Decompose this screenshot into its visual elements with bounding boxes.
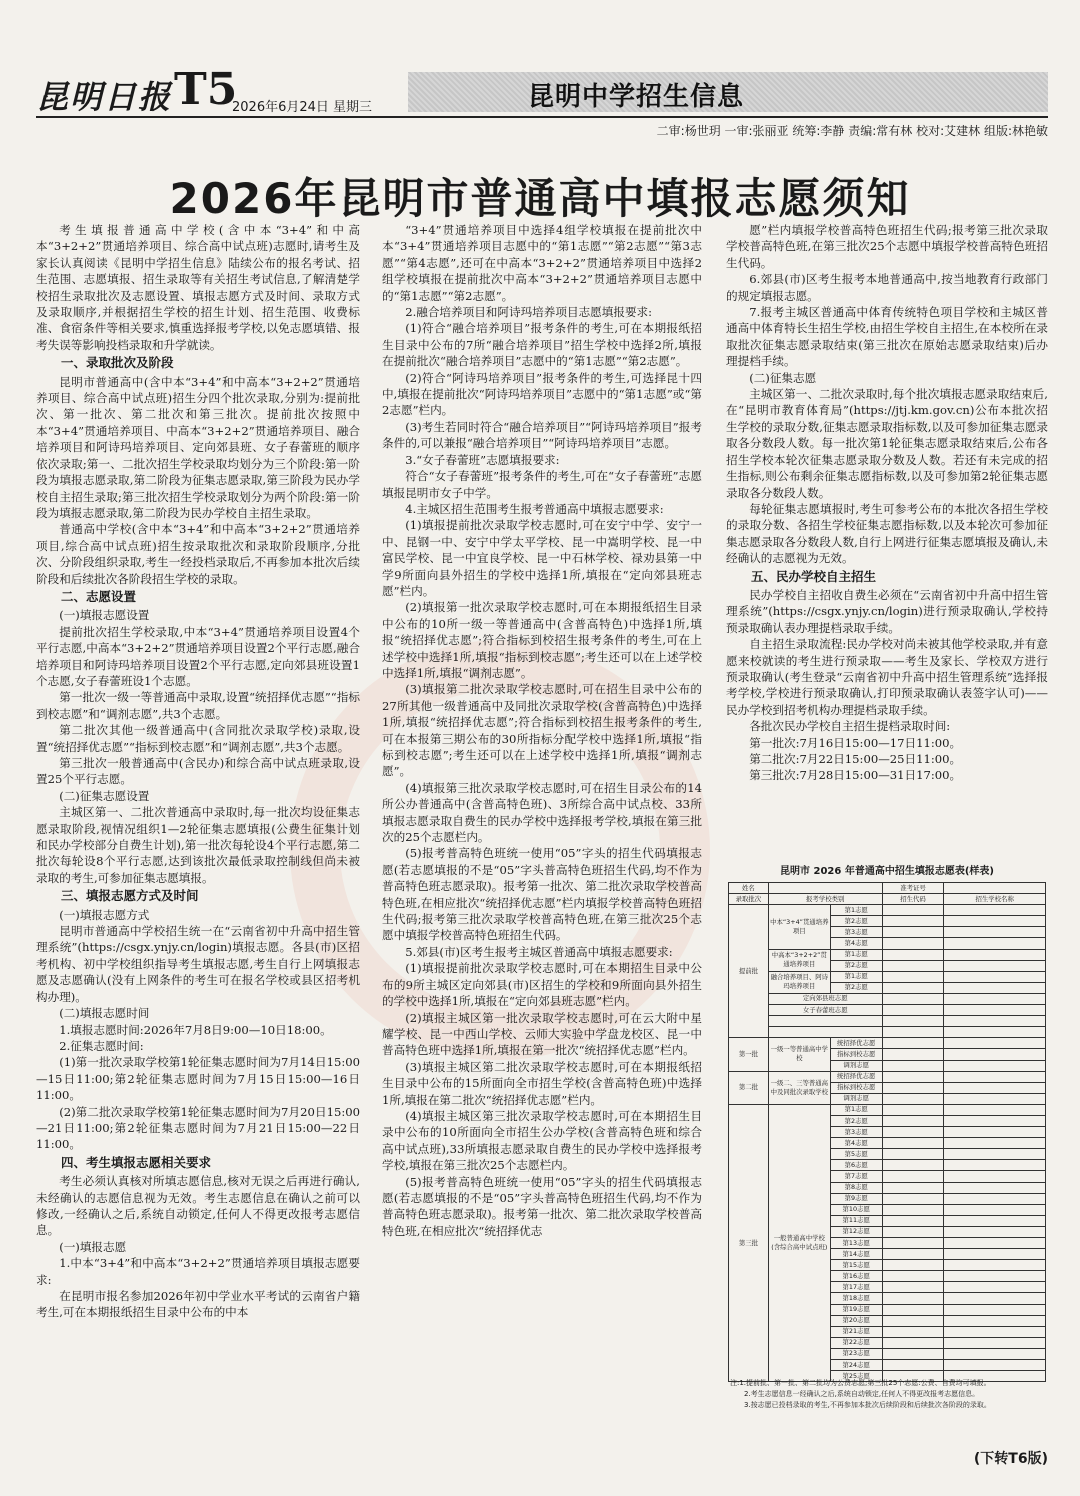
paragraph: 第二批次其他一级普通高中(含同批次录取学校)录取,设置“统招择优志愿”“指标到校志愿”和“调剂志愿”,共3个志愿。: [36, 723, 360, 754]
form-notes: [730, 1378, 1048, 1411]
form-blank-cell: [882, 1005, 944, 1016]
form-blank-cell: [944, 1238, 1046, 1249]
form-blank-cell: [944, 1104, 1046, 1115]
form-label: 第2志愿: [830, 1115, 882, 1126]
form-label: 统招择优志愿: [830, 1071, 882, 1082]
form-label: 第4志愿: [830, 1138, 882, 1149]
form-blank-cell: [944, 1138, 1046, 1149]
form-label: 第11志愿: [830, 1215, 882, 1226]
form-blank-cell: [944, 927, 1046, 938]
form-label: 录取批次: [729, 894, 769, 905]
form-blank-cell: [944, 1093, 1046, 1104]
form-blank-cell: [882, 1204, 944, 1215]
page-number: T5: [174, 64, 238, 115]
form-blank-cell: [944, 949, 1046, 960]
form-blank-cell: [944, 938, 1046, 949]
paragraph: 愿”栏内填报学校普高特色班招生代码;报考第三批次录取学校普高特色班,在第三批次25个志愿中填报学校普高特色班招生代码。: [726, 223, 1048, 270]
form-blank-cell: [882, 1238, 944, 1249]
section-heading: 一、录取批次及阶段: [61, 355, 174, 371]
form-blank-cell: [944, 1260, 1046, 1271]
form-blank-cell: [944, 883, 1046, 894]
form-label: 第1志愿: [830, 971, 882, 982]
form-blank-cell: [944, 993, 1046, 1004]
form-blank-cell: [882, 1282, 944, 1293]
article-column-1: [36, 222, 360, 1430]
form-row: [729, 1016, 1046, 1027]
paragraph: 考生填报普通高中学校(含中本“3+4”和中高本“3+2+2”贯通培养项目、综合高中试点班)志愿时,请考生及家长认真阅读《昆明中学招生信息》陆续公布的报名考试、招生范围、志愿填报、招生录取等有关招生考试信息,了解清楚学校招生录取批次及志愿设置、填报志愿方式及时间、录取方式及录取顺序,并根据招生学校的招生计划、招生范围、收费标准、食宿条件等相关要求,慎重选择报考学校,以免志愿填错、报考失误等影响投档录取和升学就读。: [36, 223, 360, 352]
form-blank-cell: [768, 1027, 882, 1038]
paragraph: 符合“女子春蕾班”报考条件的考生,可在“女子春蕾班”志愿填报昆明市女子中学。: [382, 469, 702, 500]
form-label: 第1志愿: [830, 1104, 882, 1115]
form-label: 第25志愿: [830, 1371, 882, 1382]
paragraph: 昆明市普通高中(含中本“3+4”和中高本“3+2+2”贯通培养项目、综合高中试点班)招生分四个批次录取,分别为:提前批次、第一批次、第二批次和第三批次。提前批次按照中本“3+4”贯通培养项目、中高本“3+2+2”贯通培养项目、融合培养项目和阿诗玛培养项目、定向郊县班、女子春蕾班的顺序依次录取;第一、二批次招生学校录取均划分为三个阶段:第一阶段为填报志愿录取,第二阶段为征集志愿录取,第三阶段为民办学校自主招生录取;第三批次招生学校录取划分为两个阶段:第一阶段为填报志愿录取,第二阶段为民办学校自主招生录取。: [36, 374, 360, 520]
form-blank-cell: [768, 883, 882, 894]
form-label: 第18志愿: [830, 1293, 882, 1304]
form-label: 一级二、三等普通高中及同批次录取学校: [768, 1071, 830, 1104]
form-label: 第9志愿: [830, 1193, 882, 1204]
form-label: 调剂志愿: [830, 1060, 882, 1071]
form-blank-cell: [882, 993, 944, 1004]
form-row: [729, 1071, 1046, 1082]
section-heading: 三、填报志愿方式及时间: [61, 888, 199, 904]
paragraph: 民办学校自主招收自费生必须在“云南省初中升高中招生管理系统”(https://csgx.ynjy.cn/login)进行预录取确认,学校持预录取确认表办理提档录取手续。: [726, 587, 1048, 635]
paragraph: 昆明市普通高中学校招生统一在“云南省初中升高中招生管理系统”(https://csgx.ynjy.cn/login)填报志愿。各县(市)区招考机构、初中学校组织指导考生填报志愿,考生自行上网填报志愿及志愿确认(没有上网条件的考生可在报名学校或县区招考机构办理)。: [36, 924, 360, 1004]
form-blank-cell: [944, 1027, 1046, 1038]
form-blank-cell: [944, 982, 1046, 993]
paragraph: (一)填报志愿设置: [59, 608, 150, 623]
paragraph: (5)报考普高特色班统一使用“05”字头的招生代码填报志愿(若志愿填报的不是“05”字头普高特色班招生代码,均不作为普高特色班志愿录取)。报考第一批次、第二批次录取学校普高特色班,在相应批次“统招择优志: [382, 1174, 702, 1238]
form-label: 第二批: [729, 1071, 769, 1104]
form-blank-cell: [944, 1049, 1046, 1060]
form-blank-cell: [882, 1360, 944, 1371]
form-label: 第7志愿: [830, 1171, 882, 1182]
form-label: 第2志愿: [830, 916, 882, 927]
form-blank-cell: [882, 1160, 944, 1171]
form-row: [729, 949, 1046, 960]
form-blank-cell: [882, 1127, 944, 1138]
form-blank-cell: [882, 960, 944, 971]
form-label: 第2志愿: [830, 960, 882, 971]
paragraph: 7.报考主城区普通高中体育传统特色项目学校和主城区普通高中体育特长生招生学校,由招生学校自主招生,在本校所在录取批次征集志愿录取结束(第三批次在原始志愿录取结束)后办理提档手续。: [726, 305, 1048, 369]
form-blank-cell: [944, 1127, 1046, 1138]
form-label: 第15志愿: [830, 1260, 882, 1271]
form-label: 第24志愿: [830, 1360, 882, 1371]
form-blank-cell: [882, 1093, 944, 1104]
editor-credits: 二审:杨世玥 一审:张丽亚 统筹:李静 责编:常有林 校对:艾建林 组版:林艳敏: [656, 124, 1048, 138]
form-label: 第22志愿: [830, 1337, 882, 1348]
form-blank-cell: [944, 1082, 1046, 1093]
section-heading: 二、志愿设置: [61, 588, 137, 604]
form-blank-cell: [882, 1038, 944, 1049]
form-blank-cell: [944, 1160, 1046, 1171]
form-blank-cell: [882, 1060, 944, 1071]
form-label: 第8志愿: [830, 1182, 882, 1193]
article-column-3: [726, 222, 1048, 858]
form-blank-cell: [944, 905, 1046, 916]
form-label: 准考证号: [882, 883, 944, 894]
paragraph: (3)考生若同时符合“融合培养项目”“阿诗玛培养项目”报考条件的,可以兼报“融合培养项目”“阿诗玛培养项目”志愿。: [382, 419, 702, 451]
form-blank-cell: [944, 1005, 1046, 1016]
paragraph: 2.征集志愿时间:: [59, 1038, 144, 1053]
form-row: [729, 894, 1046, 905]
paragraph: 第一批次一级一等普通高中录取,设置“统招择优志愿”“指标到校志愿”和“调剂志愿”,共3个志愿。: [36, 690, 360, 721]
form-blank-cell: [882, 1104, 944, 1115]
form-label: 第1志愿: [830, 905, 882, 916]
form-row: [729, 1038, 1046, 1049]
paragraph: (2)符合“阿诗玛培养项目”报考条件的考生,可选择昆十四中,填报在提前批次“阿诗玛培养项目”志愿中的“第1志愿”或“第2志愿”栏内。: [382, 370, 702, 418]
paragraph: (1)填报提前批次录取学校志愿时,可在本期招生目录中公布的9所主城区定向郊县(市)区招生的学校和9所面向县外招生的学校中选择1所,填报在“定向郊县班志愿”栏内。: [382, 961, 702, 1009]
form-row: [729, 993, 1046, 1004]
form-label: 第3志愿: [830, 927, 882, 938]
continued-note: (下转T6版): [973, 1451, 1048, 1467]
form-blank-cell: [944, 1326, 1046, 1337]
form-label: 第5志愿: [830, 1149, 882, 1160]
paragraph: 主城区第一、二批次普通高中录取时,每一批次均设征集志愿录取阶段,视情况组织1—2轮征集志愿填报(公费生征集计划和民办学校部分自费生计划),第一批次每轮设4个平行志愿,第二批次每轮设8个平行志愿,达到该批次最低录取控制线但尚未被录取的考生,可参加征集志愿填报。: [36, 805, 360, 885]
paragraph: 1.填报志愿时间:2026年7月8日9:00—10日18:00。: [59, 1022, 332, 1037]
form-row: [729, 1027, 1046, 1038]
form-blank-cell: [882, 1071, 944, 1082]
section-banner: [408, 72, 1048, 112]
paragraph: 第三批次:7月28日15:00—31日17:00。: [749, 768, 962, 783]
form-note: 3.按志愿已投档录取的考生,不再参加本批次后续阶段和后续批次各阶段的录取。: [744, 1401, 991, 1409]
section-heading: 四、考生填报志愿相关要求: [61, 1154, 212, 1170]
section-title: 昆明中学招生信息: [528, 82, 745, 112]
paragraph: 2.融合培养项目和阿诗玛培养项目志愿填报要求:: [405, 305, 653, 320]
paragraph: (二)征集志愿设置: [59, 788, 150, 803]
form-label: 第17志愿: [830, 1282, 882, 1293]
paragraph: (2)填报第一批次录取学校志愿时,可在本期报纸招生目录中公布的10所一级一等普通高中(含普高特色)中选择1所,填报“统招择优志愿”;符合指标到校招生报考条件的考生,可在上述学校中选择1所,填报“指标到校志愿”;考生还可以在上述学校中选择1所,填报“调剂志愿”。: [382, 600, 702, 680]
form-label: 第21志愿: [830, 1326, 882, 1337]
section-heading: 五、民办学校自主招生: [751, 568, 877, 584]
form-blank-cell: [882, 1082, 944, 1093]
paragraph: (4)填报第三批次录取学校志愿时,可在招生目录公布的14所公办普通高中(含普高特色班)、3所综合高中试点校、33所填报志愿录取自费生的民办学校中选择报考学校,填报在第三批次的25个志愿栏内。: [382, 780, 702, 845]
form-blank-cell: [882, 1293, 944, 1304]
form-blank-cell: [882, 1171, 944, 1182]
form-label: 报考学校类别: [768, 894, 882, 905]
paragraph: (2)填报主城区第一批次录取学校志愿时,可在云大附中星耀学校、昆一中西山学校、云师大实验中学盘龙校区、昆一中普高特色班中选择1所,填报在第一批次“统招择优志愿”栏内。: [382, 1010, 702, 1058]
form-blank-cell: [882, 1215, 944, 1226]
form-label: 第6志愿: [830, 1160, 882, 1171]
form-note: 2.考生志愿信息一经确认之后,系统自动锁定,任何人不得更改报考志愿信息。: [744, 1390, 980, 1398]
form-blank-cell: [944, 971, 1046, 982]
form-label: 第三批: [729, 1104, 769, 1381]
form-blank-cell: [882, 1182, 944, 1193]
form-blank-cell: [944, 1204, 1046, 1215]
form-blank-cell: [944, 1282, 1046, 1293]
paragraph: (1)填报提前批次录取学校志愿时,可在安宁中学、安宁一中、昆钢一中、安宁中学太平学校、昆一中嵩明学校、昆一中富民学校、昆一中宜良学校、昆一中石林学校、禄劝县第一中学9所面向县外招生的学校中选择1所,填报在“定向郊县班志愿”栏内。: [382, 518, 702, 598]
paragraph: 6.郊县(市)区考生报考本地普通高中,按当地教育行政部门的规定填报志愿。: [726, 272, 1048, 303]
form-label: 定向郊县班志愿: [768, 993, 882, 1004]
paragraph: 考生必须认真核对所填志愿信息,核对无误之后再进行确认,未经确认的志愿信息视为无效。考生志愿信息在确认之前可以修改,一经确认之后,系统自动锁定,任何人不得更改报考志愿信息。: [36, 1174, 360, 1238]
form-note: 注:1.提前批、第一批、第二批均为公费志愿;第三批25个志愿:公费、自费均可填报。: [730, 1379, 991, 1387]
paragraph: 5.郊县(市)区考生报考主城区普通高中填报志愿要求:: [405, 944, 673, 959]
form-blank-cell: [944, 916, 1046, 927]
article-column-2: [382, 222, 702, 1430]
form-blank-cell: [768, 1016, 882, 1027]
form-blank-cell: [944, 1337, 1046, 1348]
form-blank-cell: [882, 982, 944, 993]
form-blank-cell: [882, 1016, 944, 1027]
form-row: [729, 1005, 1046, 1016]
paragraph: (一)填报志愿: [59, 1239, 127, 1254]
newspaper-logo: 昆明日报: [36, 78, 173, 116]
form-label: 第14志愿: [830, 1249, 882, 1260]
form-blank-cell: [882, 905, 944, 916]
form-label: 招生学校名称: [944, 894, 1046, 905]
form-blank-cell: [944, 960, 1046, 971]
paragraph: (2)第二批次录取学校第1轮征集志愿时间为7月20日15:00—21日11:00;第2轮征集志愿时间为7月21日15:00—22日11:00。: [36, 1104, 360, 1152]
form-label: 第3志愿: [830, 1127, 882, 1138]
form-label: 第2志愿: [830, 982, 882, 993]
form-label: 第20志愿: [830, 1315, 882, 1326]
form-label: 第13志愿: [830, 1238, 882, 1249]
form-label: 指标到校志愿: [830, 1049, 882, 1060]
form-blank-cell: [944, 1193, 1046, 1204]
form-blank-cell: [944, 1293, 1046, 1304]
paragraph: 每轮征集志愿填报时,考生可参考公布的本批次各招生学校的录取分数、各招生学校征集志愿指标数,以及本轮次可参加征集志愿录取各分数段人数,自行上网进行征集志愿填报及确认,未经确认的志愿视为无效。: [726, 501, 1048, 566]
form-blank-cell: [882, 1260, 944, 1271]
form-row: [729, 1104, 1046, 1115]
form-blank-cell: [944, 1360, 1046, 1371]
form-blank-cell: [944, 1016, 1046, 1027]
paragraph: “3+4”贯通培养项目中选择4组学校填报在提前批次中本“3+4”贯通培养项目志愿中的“第1志愿”“第2志愿”“第3志愿”“第4志愿”,还可在中高本“3+2+2”贯通培养项目中选择2组学校填报在提前批次中高本“3+2+2”贯通培养项目志愿中的“第1志愿”“第2志愿”。: [382, 223, 702, 303]
form-label: 第4志愿: [830, 938, 882, 949]
form-label: 第一批: [729, 1038, 769, 1071]
paragraph: 提前批次招生学校录取,中本“3+4”贯通培养项目设置4个平行志愿,中高本“3+2+2”贯通培养项目设置2个平行志愿,融合培养项目和阿诗玛培养项目设置2个平行志愿,定向郊县班设置1个志愿,女子春蕾班设1个志愿。: [36, 624, 360, 688]
form-blank-cell: [944, 1271, 1046, 1282]
form-blank-cell: [882, 1271, 944, 1282]
form-label: 一级一等普通高中学校: [768, 1038, 830, 1071]
form-label: 第19志愿: [830, 1304, 882, 1315]
form-label: 一般普通高中学校(含综合高中试点班): [768, 1104, 830, 1381]
paragraph: (5)报考普高特色班统一使用“05”字头的招生代码填报志愿(若志愿填报的不是“05”字头普高特色班招生代码,均不作为普高特色班志愿录取)。报考第一批次、第二批次录取学校普高特色班,在相应批次“统招择优志愿”栏内填报学校普高特色班招生代码;报考第三批次录取学校普高特色班,在第三批次25个志愿中填报学校普高特色班招生代码。: [382, 846, 702, 943]
form-blank-cell: [882, 1193, 944, 1204]
form-blank-cell: [882, 1115, 944, 1126]
form-blank-cell: [944, 1149, 1046, 1160]
form-label: 统招择优志愿: [830, 1038, 882, 1049]
form-blank-cell: [944, 1038, 1046, 1049]
form-blank-cell: [882, 1315, 944, 1326]
form-blank-cell: [944, 1304, 1046, 1315]
paragraph: 第一批次:7月16日15:00—17日11:00。: [749, 735, 962, 750]
paragraph: 普通高中学校(含中本“3+4”和中高本“3+2+2”贯通培养项目,综合高中试点班)招生按录取批次和录取阶段顺序,分批次、分阶段组织录取,考生一经投档录取后,不再参加本批次后续阶段和后续批次各阶段招生学校的录取。: [36, 522, 360, 586]
page-title: 2026年昆明市普通高中填报志愿须知: [169, 174, 911, 223]
form-blank-cell: [882, 949, 944, 960]
form-blank-cell: [882, 1149, 944, 1160]
form-blank-cell: [944, 1215, 1046, 1226]
form-blank-cell: [944, 1249, 1046, 1260]
form-blank-cell: [944, 1348, 1046, 1359]
form-row: [729, 905, 1046, 916]
form-label: 中高本“3+2+2”贯通培养项目: [768, 949, 830, 971]
form-label: 提前批: [729, 905, 769, 1038]
form-blank-cell: [882, 1138, 944, 1149]
form-label: 中本“3+4”贯通培养项目: [768, 905, 830, 949]
paragraph: 第二批次:7月22日15:00—25日11:00。: [749, 752, 962, 766]
form-label: 女子春蕾班志愿: [768, 1005, 882, 1016]
form-blank-cell: [882, 927, 944, 938]
form-blank-cell: [882, 1337, 944, 1348]
masthead-rule: [36, 116, 1048, 118]
paragraph: 4.主城区招生范围考生报考普通高中填报志愿要求:: [405, 501, 664, 516]
form-blank-cell: [882, 938, 944, 949]
form-blank-cell: [882, 1304, 944, 1315]
form-blank-cell: [882, 916, 944, 927]
paragraph: 3.“女子春蕾班”志愿填报要求:: [405, 452, 560, 467]
form-blank-cell: [944, 1060, 1046, 1071]
form-label: 指标到校志愿: [830, 1082, 882, 1093]
form-label: 融合培养项目、阿诗玛培养项目: [768, 971, 830, 993]
form-blank-cell: [882, 1249, 944, 1260]
form-blank-cell: [882, 1049, 944, 1060]
form-label: 第1志愿: [830, 949, 882, 960]
form-blank-cell: [944, 1315, 1046, 1326]
paragraph: (1)符合“融合培养项目”报考条件的考生,可在本期报纸招生目录中公布的7所“融合培养项目”招生学校中选择2所,填报在提前批次“融合培养项目”志愿中的“第1志愿”“第2志愿”。: [382, 321, 702, 369]
form-blank-cell: [944, 1071, 1046, 1082]
form-title: 昆明市 2026 年普通高中招生填报志愿表(样表): [780, 866, 994, 877]
form-row: [729, 883, 1046, 894]
paragraph: 1.中本“3+4”和中高本“3+2+2”贯通培养项目填报志愿要求:: [36, 1256, 360, 1287]
paragraph: (4)填报主城区第三批次录取学校志愿时,可在本期招生目录中公布的10所面向全市招生公办学校(含普高特色班和综合高中试点班),33所填报志愿录取自费生的民办学校中选择报考学校,填报在第三批次25个志愿栏内。: [382, 1108, 702, 1173]
form-blank-cell: [882, 1326, 944, 1337]
application-form-table: [728, 882, 1046, 1382]
form-blank-cell: [944, 1171, 1046, 1182]
paragraph: 在昆明市报名参加2026年初中学业水平考试的云南省户籍考生,可在本期报纸招生目录中公布的中本: [36, 1289, 360, 1320]
paragraph: (1)第一批次录取学校第1轮征集志愿时间为7月14日15:00—15日11:00;第2轮征集志愿时间为7月15日15:00—16日11:00。: [36, 1055, 360, 1103]
form-blank-cell: [882, 971, 944, 982]
form-blank-cell: [882, 1027, 944, 1038]
paragraph: 各批次民办学校自主招生提档录取时间:: [749, 719, 951, 734]
form-label: 第16志愿: [830, 1271, 882, 1282]
paragraph: (二)征集志愿: [749, 370, 817, 385]
issue-date: 2026年6月24日 星期三: [232, 100, 373, 115]
form-blank-cell: [882, 1226, 944, 1237]
paragraph: 自主招生录取流程:民办学校对尚未被其他学校录取,并有意愿来校就读的考生进行预录取——考生及家长、学校双方进行预录取确认(考生登录“云南省初中升高中招生管理系统”选择报考学校,学校进行预录取确认,打印预录取确认表签字认可)——民办学校到招考机构办理提档录取手续。: [726, 637, 1048, 717]
paragraph: 主城区第一、二批次录取时,每个批次填报志愿录取结束后,在“昆明市教育体育局”(https://jtj.km.gov.cn)公布本批次招生学校的录取分数,征集志愿录取指标数,以及可参加征集志愿录取各分数段人数。每一批次第1轮征集志愿录取结束后,公布各招生学校本轮次征集志愿录取分数及人数。若还有未完成的招生指标,则公布剩余征集志愿指标数,以及可参加第2轮征集志愿录取各分数段人数。: [726, 387, 1048, 500]
paragraph: (一)填报志愿方式: [59, 907, 150, 922]
form-row: [729, 971, 1046, 982]
form-label: 第12志愿: [830, 1226, 882, 1237]
form-blank-cell: [944, 1182, 1046, 1193]
form-blank-cell: [944, 1115, 1046, 1126]
form-label: 招生代码: [882, 894, 944, 905]
form-blank-cell: [882, 1348, 944, 1359]
form-label: 第23志愿: [830, 1348, 882, 1359]
form-label: 调剂志愿: [830, 1093, 882, 1104]
form-label: 姓名: [729, 883, 769, 894]
form-blank-cell: [944, 1226, 1046, 1237]
paragraph: (二)填报志愿时间: [59, 1006, 150, 1021]
paragraph: 第三批次一般普通高中(含民办)和综合高中试点班录取,设置25个平行志愿。: [36, 756, 360, 787]
masthead: [36, 64, 1048, 116]
paragraph: (3)填报第二批次录取学校志愿时,可在招生目录中公布的27所其他一级普通高中及同批次录取学校(含普高特色)中选择1所,填报“统招择优志愿”;符合指标到校招生报考条件的考生,可在本报第三期公布的30所指标分配学校中选择1所,填报“指标到校志愿”;考生还可以在上述学校中选择1所,填报“调剂志愿”。: [382, 682, 702, 779]
paragraph: (3)填报主城区第二批次录取学校志愿时,可在本期报纸招生目录中公布的15所面向全市招生学校(含普高特色班)中选择1所,填报在第二批次“统招择优志愿”栏内。: [382, 1059, 702, 1107]
form-label: 第10志愿: [830, 1204, 882, 1215]
